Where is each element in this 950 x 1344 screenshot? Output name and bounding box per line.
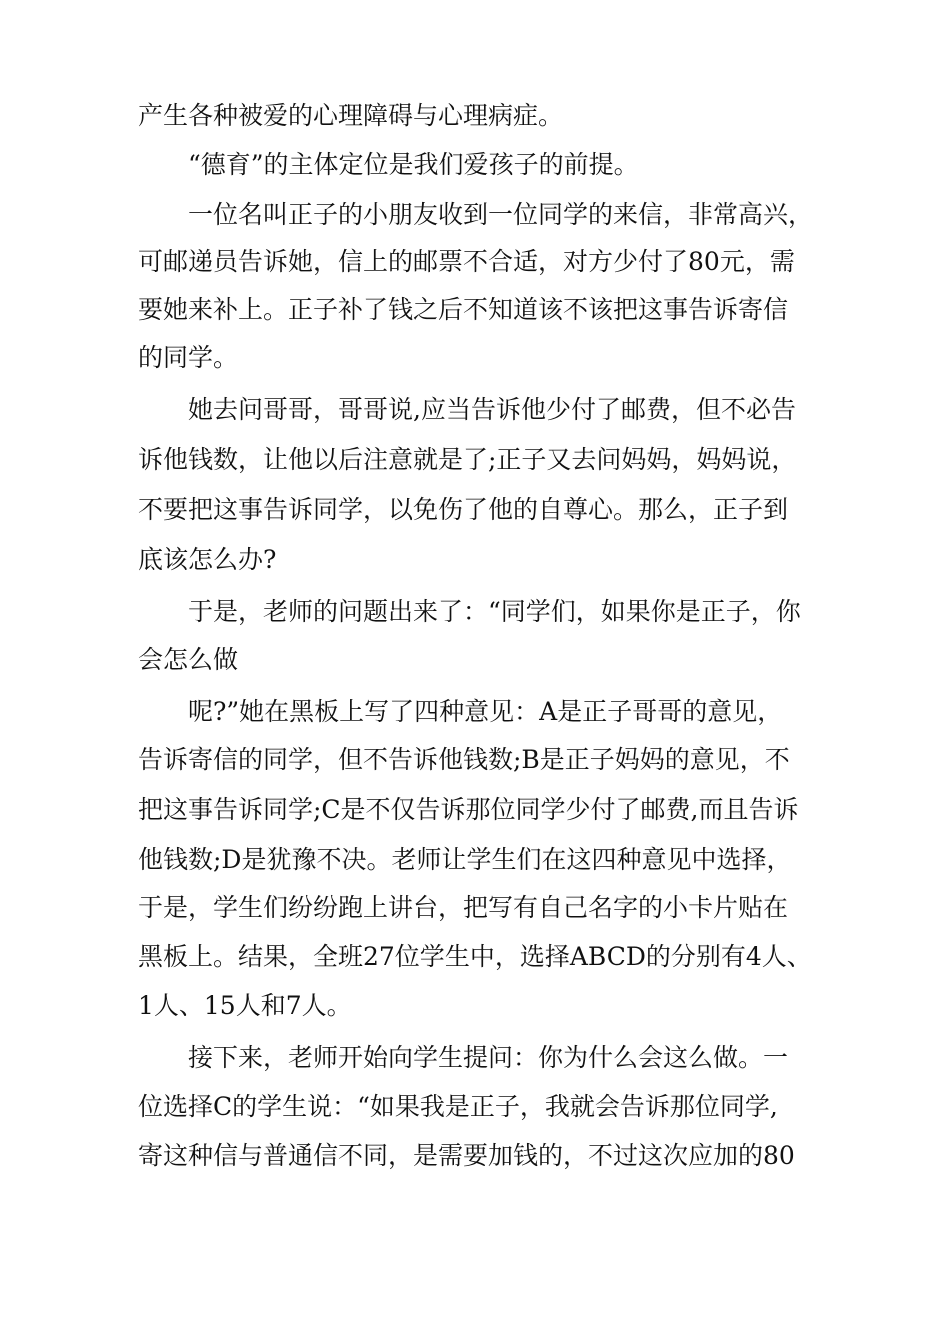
text-line-5: 要她来补上。正子补了钱之后不知道该不该把这事告诉寄信 (138, 295, 789, 324)
text-line-3: 一位名叫正子的小朋友收到一位同学的来信，非常高兴， (188, 200, 814, 229)
text-line-1: 产生各种被爱的心理障碍与心理病症。 (138, 101, 564, 130)
text-line-8: 诉他钱数，让他以后注意就是了;正子又去问妈妈，妈妈说， (138, 445, 797, 474)
text-line-13: 呢?”她在黑板上写了四种意见：A是正子哥哥的意见， (188, 697, 783, 726)
text-line-9: 不要把这事告诉同学，以免伤了他的自尊心。那么，正子到 (138, 495, 789, 524)
text-line-19: 1人、15人和7人。 (138, 991, 352, 1020)
text-line-21: 位选择C的学生说：“如果我是正子，我就会告诉那位同学, (138, 1092, 778, 1121)
text-line-12: 会怎么做 (138, 645, 239, 674)
text-line-16: 他钱数;D是犹豫不决。老师让学生们在这四种意见中选择， (138, 845, 792, 874)
text-line-2: “德育”的主体定位是我们爱孩子的前提。 (188, 150, 639, 179)
text-line-11: 于是，老师的问题出来了：“同学们，如果你是正子，你 (188, 597, 801, 626)
text-line-15: 把这事告诉同学;C是不仅告诉那位同学少付了邮费,而且告诉 (138, 795, 799, 824)
text-line-4: 可邮递员告诉她，信上的邮票不合适，对方少付了80元，需 (138, 247, 795, 276)
text-line-6: 的同学。 (138, 343, 239, 372)
text-line-7: 她去问哥哥，哥哥说,应当告诉他少付了邮费，但不必告 (188, 395, 796, 424)
text-line-22: 寄这种信与普通信不同，是需要加钱的，不过这次应加的80 (138, 1141, 795, 1170)
text-line-14: 告诉寄信的同学，但不告诉他钱数;B是正子妈妈的意见，不 (138, 745, 790, 774)
text-line-17: 于是，学生们纷纷跑上讲台，把写有自己名字的小卡片贴在 (138, 893, 789, 922)
text-line-20: 接下来，老师开始向学生提问：你为什么会这么做。一 (188, 1043, 789, 1072)
text-line-10: 底该怎么办? (138, 545, 277, 574)
text-line-18: 黑板上。结果，全班27位学生中，选择ABCD的分别有4人、 (138, 942, 812, 971)
